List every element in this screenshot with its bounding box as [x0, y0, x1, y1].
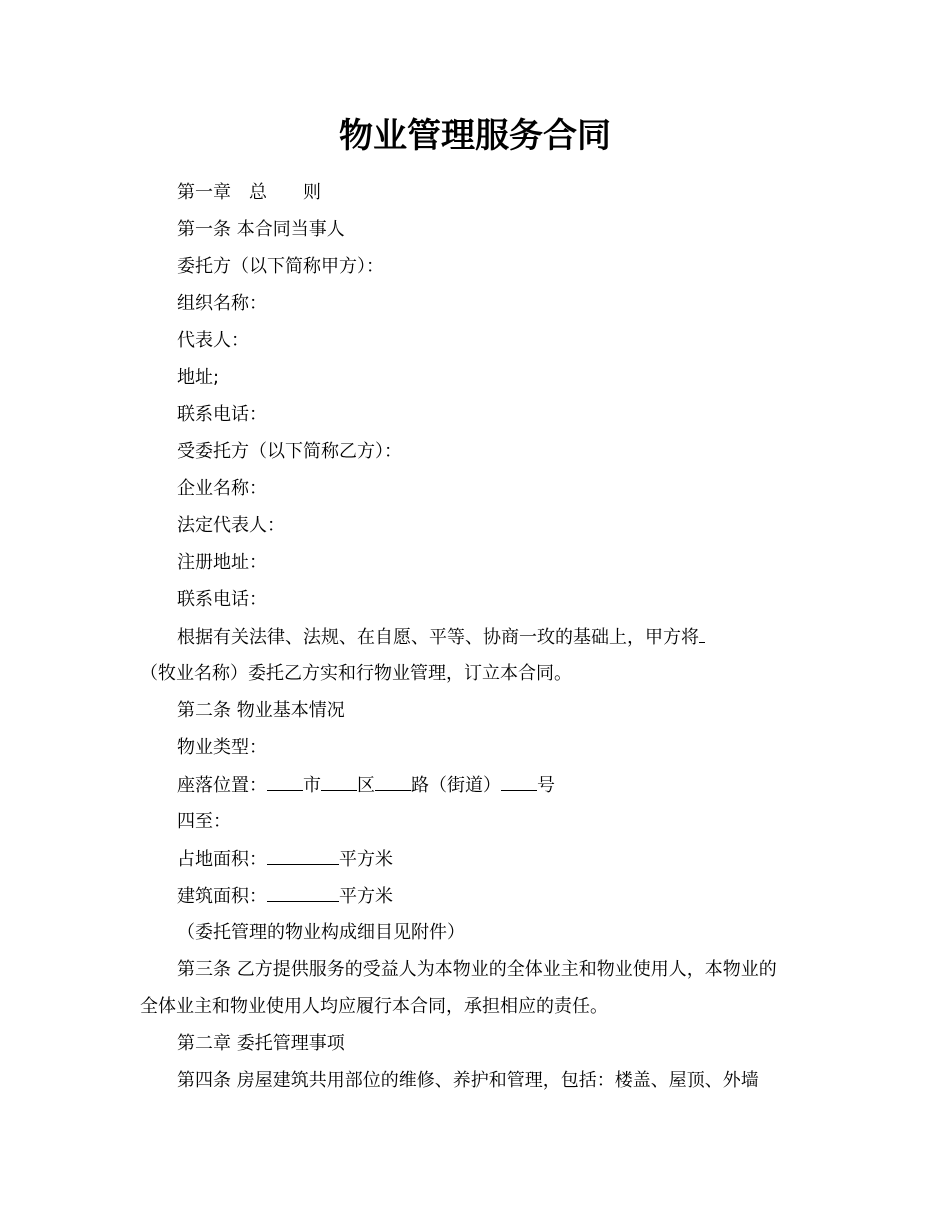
boundaries-field: 四至： [177, 811, 231, 832]
blank-line [267, 772, 303, 791]
land-area-label: 占地面积： [177, 849, 267, 870]
phone-b-field: 联系电话： [177, 589, 267, 610]
basis-text: 根据有关法律、法规、在自愿、平等、协商一玫的基础上，甲方将 [177, 627, 699, 648]
location-number: 号 [537, 775, 555, 796]
building-area-unit: 平方米 [339, 886, 393, 907]
address-field: 地址; [177, 367, 220, 388]
blank-line [267, 846, 339, 865]
org-name-field: 组织名称： [177, 293, 267, 314]
blank-line [267, 883, 339, 902]
building-area-field [177, 883, 393, 910]
chapter-1-heading: 第一章 总 则 [177, 182, 321, 203]
basis-paragraph-line-2: （牧业名称）委托乙方实和行物业管理，订立本合同。 [140, 663, 572, 684]
article-1-heading: 第一条 本合同当事人 [177, 219, 345, 240]
article-4-line-1: 第四条 房屋建筑共用部位的维修、养护和管理，包括：楼盖、屋顶、外墙 [177, 1070, 759, 1091]
document-title: 物业管理服务合同 [339, 116, 611, 156]
chapter-2-heading: 第二章 委托管理事项 [177, 1033, 345, 1054]
land-area-field [177, 846, 393, 873]
corp-name-field: 企业名称： [177, 478, 267, 499]
property-type-field: 物业类型： [177, 737, 267, 758]
building-area-label: 建筑面积： [177, 886, 267, 907]
party-b-label: 受委托方（以下简称乙方）： [177, 441, 402, 462]
blank-line [375, 772, 411, 791]
location-road: 路（街道） [411, 775, 501, 796]
article-2-heading: 第二条 物业基本情况 [177, 700, 345, 721]
party-a-label: 委托方（以下简称甲方）： [177, 256, 384, 277]
land-area-unit: 平方米 [339, 849, 393, 870]
legal-rep-field: 法定代表人： [177, 515, 285, 536]
blank-line [501, 772, 537, 791]
article-3-line-2: 全体业主和物业使用人均应履行本合同，承担相应的责任。 [140, 996, 608, 1017]
blank-line [699, 624, 705, 643]
location-field [177, 772, 555, 799]
phone-a-field: 联系电话： [177, 404, 267, 425]
annex-note: （委托管理的物业构成细目见附件） [177, 922, 465, 943]
article-3-line-1: 第三条 乙方提供服务的受益人为本物业的全体业主和物业使用人，本物业的 [177, 959, 777, 980]
location-district: 区 [357, 775, 375, 796]
location-label: 座落位置： [177, 775, 267, 796]
basis-paragraph-line-1 [177, 624, 705, 651]
blank-line [321, 772, 357, 791]
representative-field: 代表人： [177, 330, 249, 351]
reg-address-field: 注册地址： [177, 552, 267, 573]
location-city: 市 [303, 775, 321, 796]
